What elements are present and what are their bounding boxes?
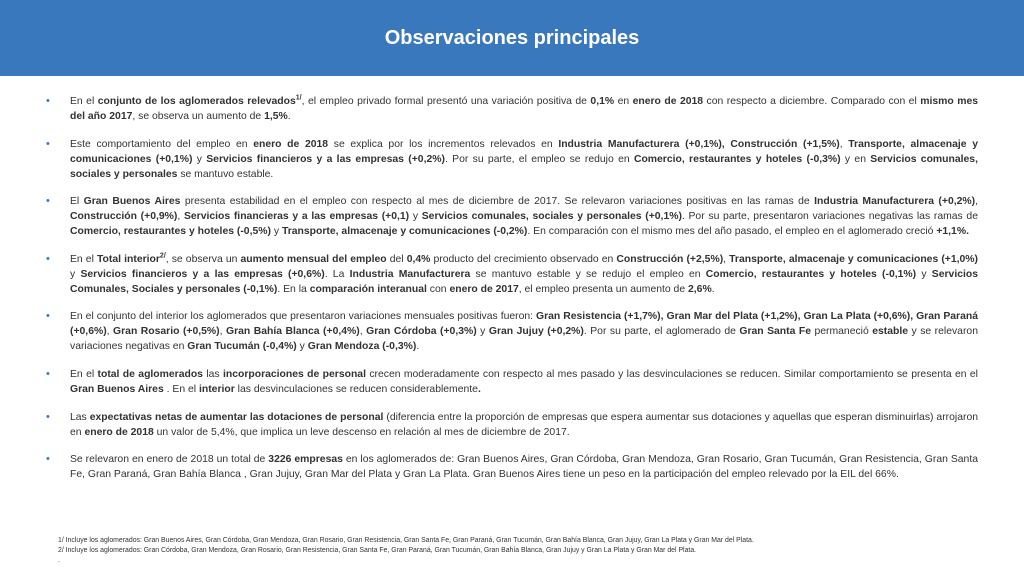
text: y [476, 326, 489, 338]
text: crecen moderadamente con respecto al mes pasado y las desvinculaciones se reducen. Similar comportamiento se presenta en el [365, 368, 978, 380]
text: y [409, 211, 422, 223]
text: . En la [277, 283, 310, 295]
bold-text: Construcción (+0,9%) [70, 211, 178, 223]
bold-text: +1,1%. [936, 226, 969, 238]
text: y se relevaron variaciones negativas en [70, 326, 978, 353]
bullet-dot-icon: • [46, 95, 50, 107]
bold-text: incorporaciones de personal [222, 368, 366, 380]
text: presenta estabilidad en el empleo con respecto al mes de diciembre de 2017. Se relevaron variaciones positivas en las ramas de [180, 196, 815, 208]
bold-text: 1,5% [264, 111, 288, 122]
bold-text: Comercio, restaurantes y hoteles (-0,3%) [633, 153, 841, 165]
bullet-item [44, 94, 978, 124]
bullet-dot-icon: • [46, 252, 50, 265]
bold-text: Comercio, restaurantes y hoteles (-0,5%) [70, 226, 271, 238]
bold-text: mismo mes del año 2017 [70, 96, 979, 122]
bold-text: Comercio, restaurantes y hoteles (-0,1%) [705, 268, 917, 280]
text: , [839, 138, 849, 150]
bold-text: 3226 empresas [268, 454, 343, 466]
text: y [70, 268, 81, 280]
text: Este comportamiento del empleo en [70, 138, 254, 150]
text: En el [70, 96, 98, 107]
text: las desvinculaciones se reducen considerablemente [234, 383, 478, 395]
bullet-item [44, 410, 978, 440]
text: en los aglomerados de: Gran Buenos Aires, Gran Córdoba, Gran Mendoza, Gran Rosario, Gran Tucumán, Gran Resistencia, Gran Santa Fe, Gran Paraná, Gran Bahía Blanca , Gran Jujuy, Gran Mar del Plata y Gran La Plata. Gran Buenos Aires tiene un peso en la participación del empleo relevado por la EIL del 66%. [70, 454, 978, 481]
bold-text: Gran Tucumán (-0,4%) [187, 341, 297, 353]
bullet-dot-icon: • [46, 195, 50, 208]
text: las [202, 368, 223, 380]
bold-text: Gran Santa Fe [739, 326, 811, 338]
text: . [287, 111, 291, 122]
bold-text: Servicios financieros y a las empresas (+0,2%) [206, 153, 445, 165]
text: . Por su parte, el empleo se redujo en [444, 153, 634, 165]
text: El [70, 196, 84, 208]
bold-text: Transporte, almacenaje y comunicaciones (-0,2%) [281, 226, 528, 238]
bold-text: Construcción (+2,5%) [616, 253, 724, 265]
footnote-line: . [58, 557, 60, 564]
bold-text: Gran Córdoba (+0,3%) [366, 326, 477, 338]
bold-text: estable [872, 326, 909, 338]
bullet-item [44, 452, 978, 482]
text: con respecto a diciembre. Comparado con el [703, 96, 921, 107]
observations-list [44, 94, 978, 495]
text: se explica por los incrementos relevados en [328, 138, 559, 150]
bullet-item [44, 252, 978, 297]
bold-text: Gran Buenos Aires [70, 383, 164, 395]
text: , se observa un [165, 253, 241, 265]
bullet-item [44, 137, 978, 182]
bold-text: . [477, 383, 481, 395]
footnote-line: 1/ Incluye los aglomerados: Gran Buenos Aires, Gran Córdoba, Gran Mendoza, Gran Rosario, Gran Resistencia, Gran Santa Fe, Gran Paraná, Gran Tucumán, Gran Bahía Blanca, Gran Jujuy, Gran La Plata y Gran Mar del Plata. [58, 537, 754, 544]
text: , el empleo privado formal presentó una variación positiva de [301, 96, 591, 107]
bold-text: Servicios comunales, sociales y personales [70, 153, 978, 180]
text: Las [70, 411, 90, 423]
bullet-dot-icon: • [46, 137, 50, 150]
bold-text: enero de 2018 [84, 426, 154, 438]
bullet-item [44, 309, 978, 354]
bold-text: Industria Manufacturera [349, 268, 471, 280]
bold-text: aumento mensual del empleo [240, 253, 387, 265]
footnote-ref: 2/ [159, 252, 166, 260]
bullet-dot-icon: • [46, 410, 50, 423]
bullet-dot-icon: • [46, 310, 50, 323]
footnote-line: 2/ Incluye los aglomerados: Gran Córdoba, Gran Mendoza, Gran Rosario, Gran Resistencia, Gran Santa Fe, Gran Paraná, Gran Tucumán, Gran Bahía Blanca, Gran Jujuy y Gran La Plata y Gran Mar del Plata. [58, 547, 697, 554]
text: se mantuvo estable y se redujo el empleo en [470, 268, 706, 280]
text: del [386, 253, 407, 265]
text: . [711, 283, 715, 295]
bold-text: Industria Manufacturera (+0,1%), Construcción (+1,5%) [558, 138, 840, 150]
text: Se relevaron en enero de 2018 un total de [70, 454, 269, 466]
text: En el [70, 368, 98, 380]
text: , el empleo presenta un aumento de [518, 283, 688, 295]
text: . En el [163, 383, 199, 395]
text: , [975, 196, 978, 208]
bold-text: Gran Bahía Blanca (+0,4%) [226, 326, 360, 338]
text: se mantuvo estable. [177, 168, 274, 180]
bold-text: Servicios financieros y a las empresas (+0,6%) [80, 268, 325, 280]
bullet-item [44, 194, 978, 239]
text: , se observa un aumento de [132, 111, 265, 122]
bold-text: enero de 2018 [253, 138, 329, 150]
bullet-item [44, 367, 978, 397]
bold-text: Servicios financieras y a las empresas (+0,1) [183, 211, 410, 223]
bold-text: conjunto de los aglomerados relevados [97, 96, 296, 107]
text: producto del crecimiento observado en [430, 253, 617, 265]
bold-text: expectativas netas de aumentar las dotaciones de personal [89, 411, 384, 423]
text: . [416, 341, 420, 353]
title-banner [0, 0, 1024, 76]
bold-text: total de aglomerados [97, 368, 203, 380]
text: , [177, 211, 184, 223]
footnote-ref: 1/ [295, 94, 302, 102]
bold-text: interior [198, 383, 235, 395]
text: . Por su parte, presentaron variaciones negativas las ramas de [681, 211, 978, 223]
text: y [916, 268, 932, 280]
text: , [723, 253, 730, 265]
bold-text: comparación interanual [309, 283, 427, 295]
bold-text: Total interior [96, 253, 160, 265]
text: permaneció [811, 326, 873, 338]
bold-text: Transporte, almacenaje y comunicaciones (+1,0%) [729, 253, 978, 265]
footnotes [58, 536, 998, 566]
bullet-dot-icon: • [46, 367, 50, 380]
bold-text: Industria Manufacturera (+0,2%) [814, 196, 976, 208]
bold-text: enero de 2017 [449, 283, 519, 295]
bold-text: Transporte, almacenaje y comunicaciones (+0,1%) [70, 138, 979, 165]
text: . La [324, 268, 350, 280]
bold-text: 0,4% [406, 253, 431, 265]
bold-text: 2,6% [688, 283, 712, 295]
text: , [359, 326, 367, 338]
text: y [270, 226, 282, 238]
bold-text: Gran Resistencia (+1,7%), Gran Mar del Plata (+1,2%), Gran La Plata (+0,6%), Gran Paraná (+0,6%) [70, 311, 978, 338]
text: , [106, 326, 114, 338]
text: (diferencia entre la proporción de empresas que espera aumentar sus dotaciones y aquellas que esperan disminuirlas) arrojaron en [70, 411, 979, 438]
bold-text: Gran Buenos Aires [83, 196, 181, 208]
bold-text: Servicios Comunales, Sociales y personales (-0,1%) [70, 268, 978, 295]
text: un valor de 5,4%, que implica un leve descenso en relación al mes de diciembre de 2017. [153, 426, 570, 438]
text: , [219, 326, 226, 338]
bullet-dot-icon: • [46, 453, 50, 466]
text: En el conjunto del interior los aglomerados que presentaron variaciones mensuales positivas fueron: [70, 311, 537, 323]
text: en [614, 96, 633, 107]
bold-text: Gran Mendoza (-0,3%) [307, 341, 417, 353]
bold-text: enero de 2018 [632, 96, 704, 107]
bold-text: Gran Rosario (+0,5%) [113, 326, 220, 338]
bold-text: 0,1% [590, 96, 615, 107]
bold-text: Gran Jujuy (+0,2%) [488, 326, 584, 338]
bold-text: Servicios comunales, sociales y personales (+0,1%) [421, 211, 682, 223]
text: y [192, 153, 207, 165]
page-title: Observaciones principales [384, 27, 640, 49]
text: y en [840, 153, 871, 165]
text: En el [70, 253, 97, 265]
text: . Por su parte, el aglomerado de [583, 326, 740, 338]
text: y [296, 341, 308, 353]
text: con [426, 283, 450, 295]
text: . En comparación con el mismo mes del año pasado, el empleo en el aglomerado creció [527, 226, 937, 238]
